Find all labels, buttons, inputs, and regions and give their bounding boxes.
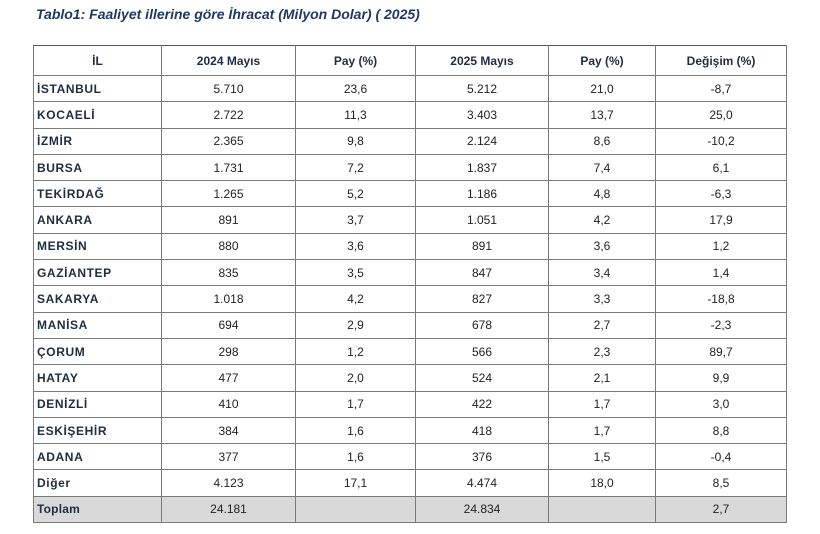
row-may-2024: 1.018 xyxy=(162,286,296,312)
row-pay-2024: 1,6 xyxy=(296,444,416,470)
row-may-2025: 524 xyxy=(416,365,549,391)
row-pay-2024: 2,0 xyxy=(296,365,416,391)
header-row xyxy=(34,46,787,76)
row-pay-2025: 8,6 xyxy=(549,128,656,154)
row-pay-2024: 1,6 xyxy=(296,417,416,443)
row-may-2025: 5.212 xyxy=(416,76,549,102)
row-may-2025: 566 xyxy=(416,338,549,364)
row-pay-2024: 2,9 xyxy=(296,312,416,338)
row-may-2024: 4.123 xyxy=(162,470,296,496)
row-may-2025: 4.474 xyxy=(416,470,549,496)
row-change: 17,9 xyxy=(656,207,787,233)
row-may-2025: 418 xyxy=(416,417,549,443)
row-pay-2024: 5,2 xyxy=(296,181,416,207)
row-province: GAZİANTEP xyxy=(34,260,162,286)
row-change: 3,0 xyxy=(656,391,787,417)
row-may-2024: 694 xyxy=(162,312,296,338)
row-pay-2025: 2,7 xyxy=(549,312,656,338)
row-change: -8,7 xyxy=(656,76,787,102)
row-may-2024: 410 xyxy=(162,391,296,417)
table-row xyxy=(34,417,787,443)
total-change: 2,7 xyxy=(656,496,787,522)
total-may-2025: 24.834 xyxy=(416,496,549,522)
row-pay-2025: 13,7 xyxy=(549,102,656,128)
row-may-2024: 835 xyxy=(162,260,296,286)
row-may-2024: 384 xyxy=(162,417,296,443)
row-province: İZMİR xyxy=(34,128,162,154)
row-pay-2025: 18,0 xyxy=(549,470,656,496)
table-row xyxy=(34,181,787,207)
table-row xyxy=(34,312,787,338)
row-province: KOCAELİ xyxy=(34,102,162,128)
row-province: Diğer xyxy=(34,470,162,496)
row-province: DENİZLİ xyxy=(34,391,162,417)
row-change: -10,2 xyxy=(656,128,787,154)
row-may-2024: 2.722 xyxy=(162,102,296,128)
row-may-2024: 298 xyxy=(162,338,296,364)
row-pay-2024: 11,3 xyxy=(296,102,416,128)
table-row xyxy=(34,102,787,128)
table-row xyxy=(34,128,787,154)
export-table xyxy=(33,45,787,523)
row-pay-2025: 7,4 xyxy=(549,154,656,180)
row-may-2025: 1.186 xyxy=(416,181,549,207)
row-pay-2025: 1,5 xyxy=(549,444,656,470)
row-may-2024: 2.365 xyxy=(162,128,296,154)
table-row xyxy=(34,338,787,364)
table-row xyxy=(34,286,787,312)
row-province: SAKARYA xyxy=(34,286,162,312)
row-may-2024: 1.731 xyxy=(162,154,296,180)
row-may-2024: 880 xyxy=(162,233,296,259)
row-change: 8,8 xyxy=(656,417,787,443)
table-title: Tablo1: Faaliyet illerine göre İhracat (Milyon Dolar) ( 2025) xyxy=(36,6,420,22)
row-change: 8,5 xyxy=(656,470,787,496)
row-pay-2024: 3,6 xyxy=(296,233,416,259)
header-change: Değişim (%) xyxy=(656,46,787,76)
row-pay-2025: 3,4 xyxy=(549,260,656,286)
total-row xyxy=(34,496,787,522)
row-may-2025: 2.124 xyxy=(416,128,549,154)
header-il: İL xyxy=(34,46,162,76)
row-may-2025: 376 xyxy=(416,444,549,470)
row-pay-2025: 2,1 xyxy=(549,365,656,391)
row-pay-2025: 3,3 xyxy=(549,286,656,312)
row-pay-2024: 9,8 xyxy=(296,128,416,154)
table-row xyxy=(34,391,787,417)
row-pay-2024: 1,2 xyxy=(296,338,416,364)
row-change: -2,3 xyxy=(656,312,787,338)
row-change: 1,2 xyxy=(656,233,787,259)
row-may-2024: 477 xyxy=(162,365,296,391)
header-pay-2025: Pay (%) xyxy=(549,46,656,76)
row-change: -6,3 xyxy=(656,181,787,207)
row-may-2025: 678 xyxy=(416,312,549,338)
header-may-2025: 2025 Mayıs xyxy=(416,46,549,76)
row-province: ANKARA xyxy=(34,207,162,233)
row-may-2025: 422 xyxy=(416,391,549,417)
header-pay-2024: Pay (%) xyxy=(296,46,416,76)
row-pay-2024: 23,6 xyxy=(296,76,416,102)
row-change: 25,0 xyxy=(656,102,787,128)
row-pay-2025: 4,2 xyxy=(549,207,656,233)
row-may-2025: 3.403 xyxy=(416,102,549,128)
row-pay-2024: 7,2 xyxy=(296,154,416,180)
row-pay-2024: 17,1 xyxy=(296,470,416,496)
header-may-2024: 2024 Mayıs xyxy=(162,46,296,76)
row-may-2025: 1.837 xyxy=(416,154,549,180)
row-may-2025: 827 xyxy=(416,286,549,312)
row-change: -0,4 xyxy=(656,444,787,470)
row-change: -18,8 xyxy=(656,286,787,312)
table-row xyxy=(34,260,787,286)
total-pay-2025 xyxy=(549,496,656,522)
row-may-2024: 1.265 xyxy=(162,181,296,207)
row-province: ÇORUM xyxy=(34,338,162,364)
row-change: 6,1 xyxy=(656,154,787,180)
row-pay-2024: 4,2 xyxy=(296,286,416,312)
row-province: MERSİN xyxy=(34,233,162,259)
row-may-2024: 377 xyxy=(162,444,296,470)
row-change: 89,7 xyxy=(656,338,787,364)
row-pay-2025: 3,6 xyxy=(549,233,656,259)
total-may-2024: 24.181 xyxy=(162,496,296,522)
table-row xyxy=(34,365,787,391)
row-may-2025: 847 xyxy=(416,260,549,286)
table-row xyxy=(34,444,787,470)
table-row xyxy=(34,233,787,259)
row-province: HATAY xyxy=(34,365,162,391)
table-row xyxy=(34,76,787,102)
row-province: MANİSA xyxy=(34,312,162,338)
row-change: 9,9 xyxy=(656,365,787,391)
table-row xyxy=(34,470,787,496)
row-pay-2024: 3,5 xyxy=(296,260,416,286)
row-pay-2025: 2,3 xyxy=(549,338,656,364)
row-province: İSTANBUL xyxy=(34,76,162,102)
total-label: Toplam xyxy=(34,496,162,522)
row-province: BURSA xyxy=(34,154,162,180)
row-pay-2025: 1,7 xyxy=(549,417,656,443)
row-province: ESKİŞEHİR xyxy=(34,417,162,443)
row-change: 1,4 xyxy=(656,260,787,286)
table-row xyxy=(34,154,787,180)
row-may-2025: 891 xyxy=(416,233,549,259)
row-pay-2025: 1,7 xyxy=(549,391,656,417)
row-pay-2025: 4,8 xyxy=(549,181,656,207)
total-pay-2024 xyxy=(296,496,416,522)
row-may-2024: 891 xyxy=(162,207,296,233)
row-may-2024: 5.710 xyxy=(162,76,296,102)
row-pay-2025: 21,0 xyxy=(549,76,656,102)
row-pay-2024: 3,7 xyxy=(296,207,416,233)
row-province: TEKİRDAĞ xyxy=(34,181,162,207)
row-may-2025: 1.051 xyxy=(416,207,549,233)
table-row xyxy=(34,207,787,233)
row-pay-2024: 1,7 xyxy=(296,391,416,417)
row-province: ADANA xyxy=(34,444,162,470)
